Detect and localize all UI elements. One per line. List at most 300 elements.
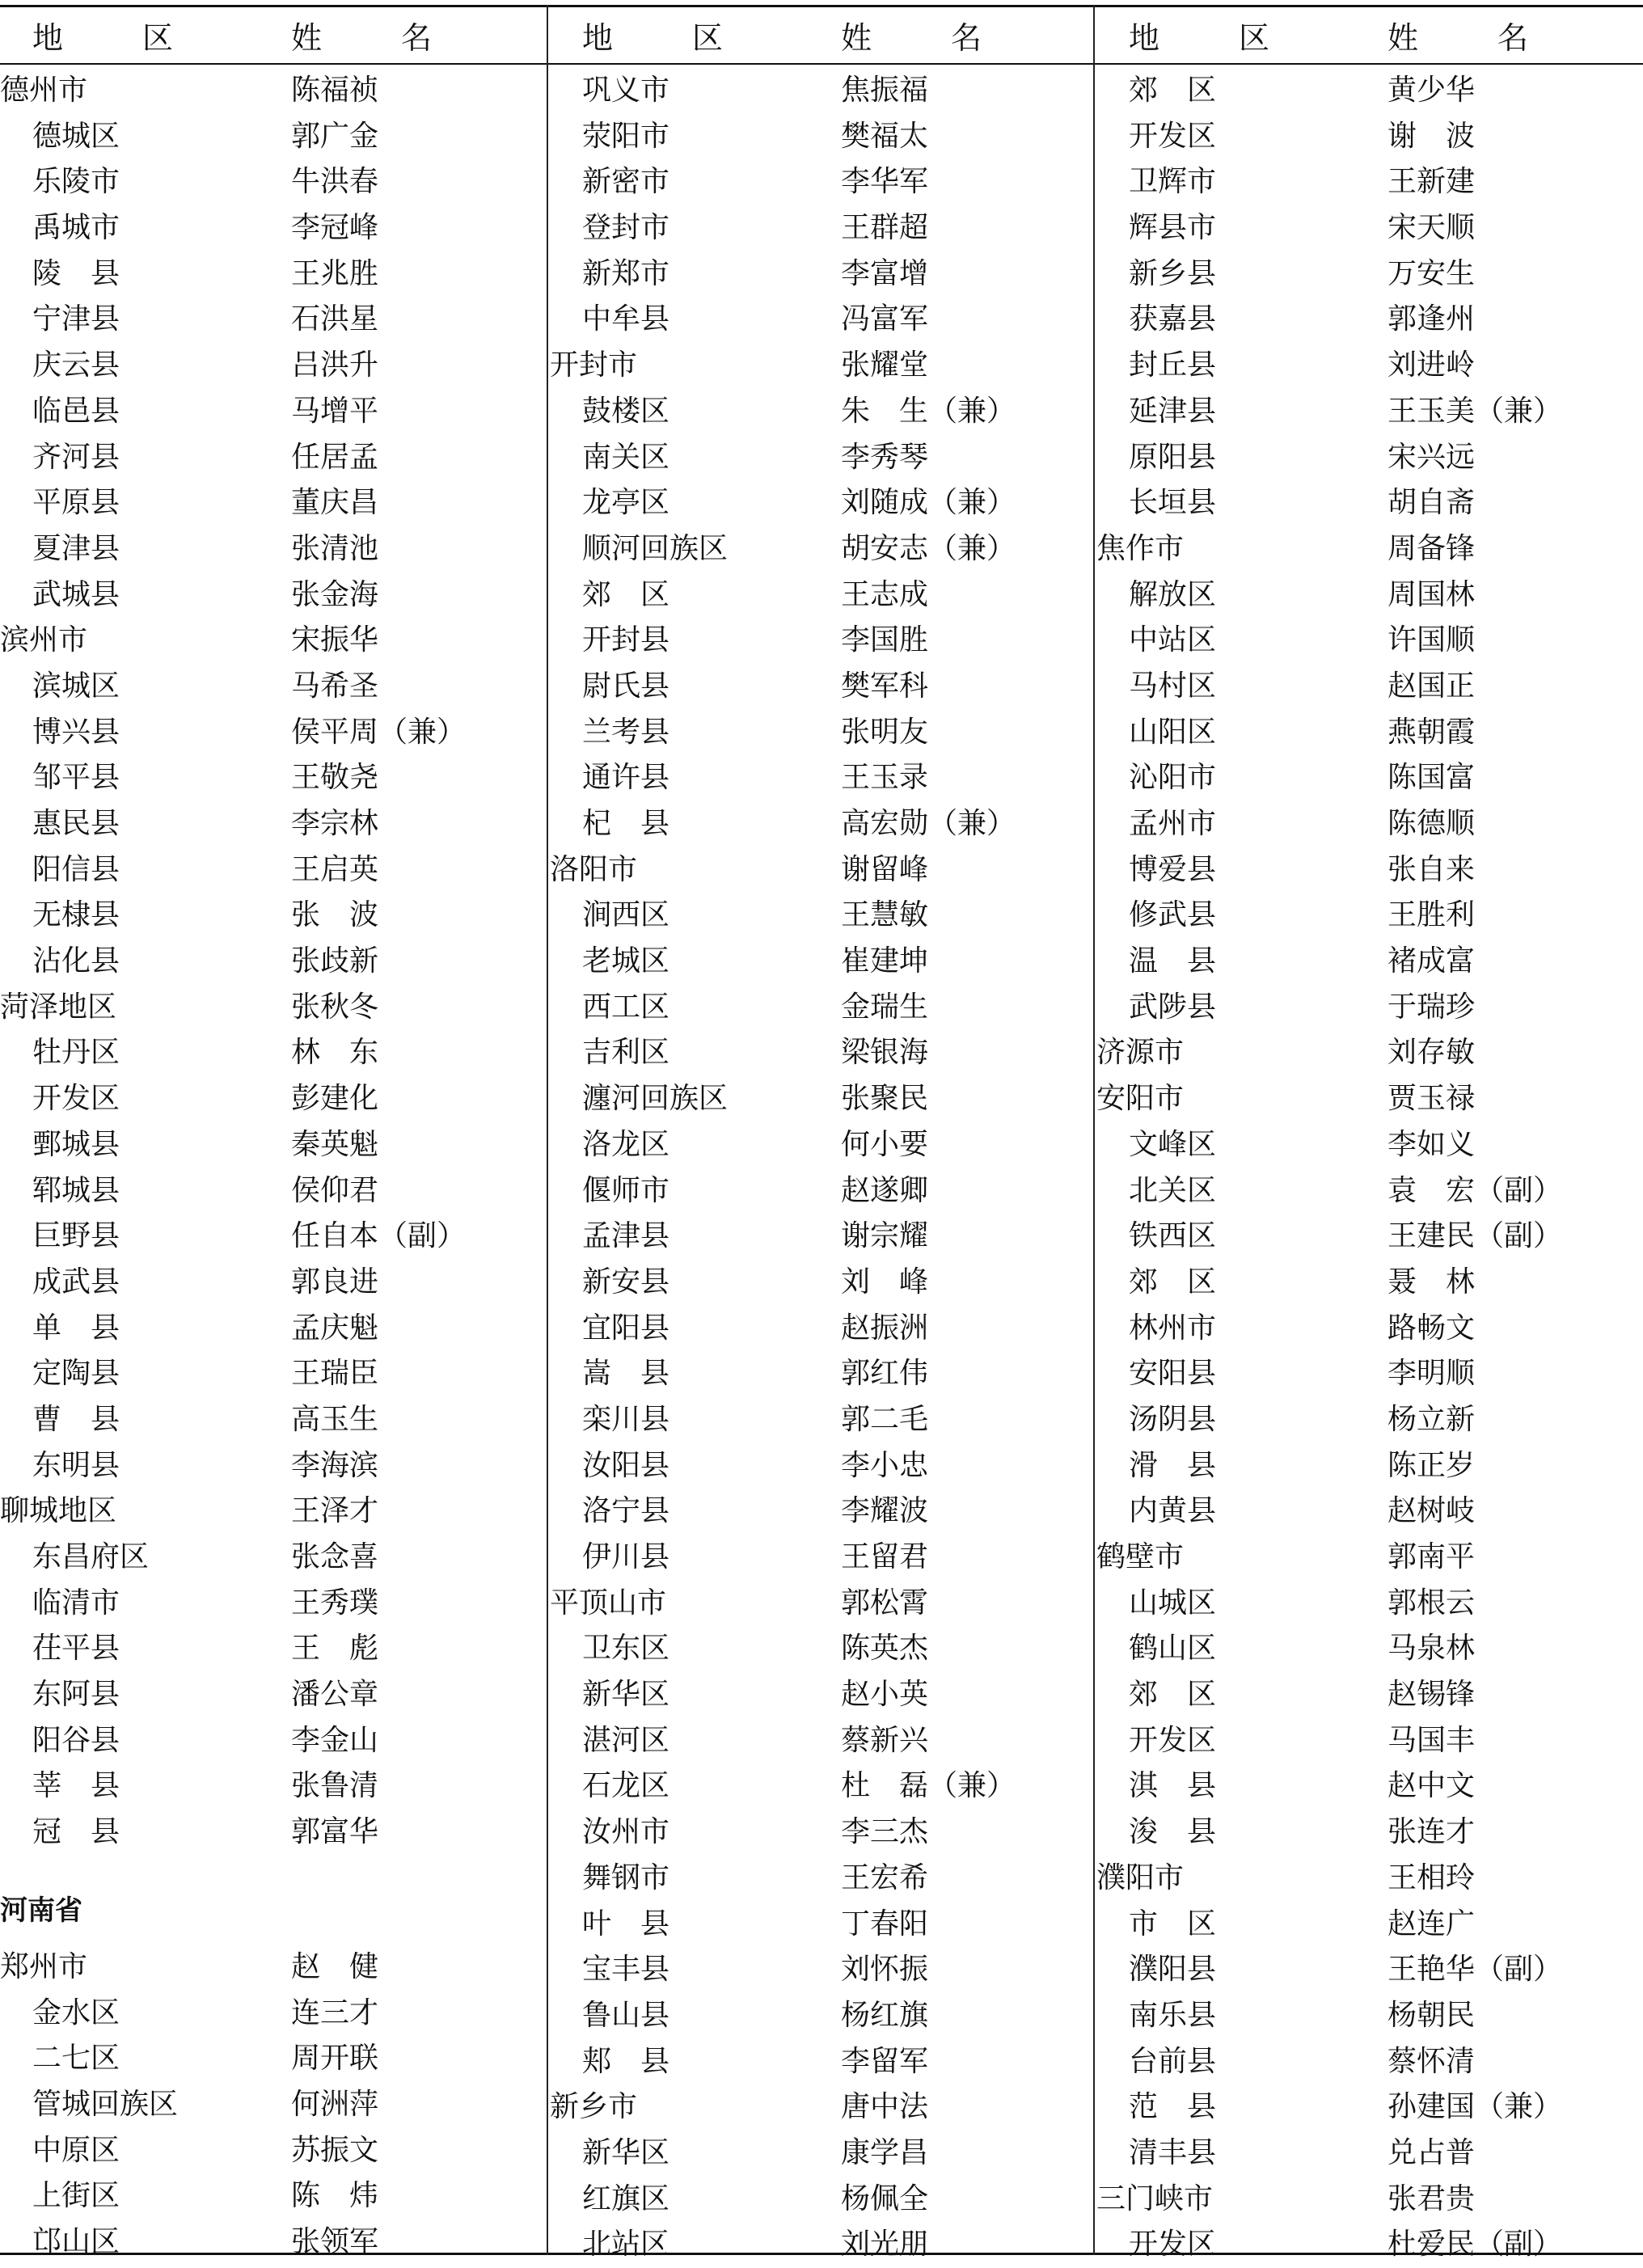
region-cell: 南关区 [582, 440, 670, 474]
region-cell: 曹 县 [32, 1402, 120, 1436]
name-cell: 赵 健 [291, 1949, 379, 1983]
region-cell: 开发区 [1129, 119, 1217, 153]
region-cell: 叶 县 [582, 1907, 670, 1941]
name-cell: 郭良进 [291, 1265, 379, 1299]
region-cell: 金水区 [32, 1996, 120, 2029]
region-cell: 河南省 [0, 1894, 82, 1927]
table-row [0, 526, 547, 572]
table-row [0, 1443, 547, 1489]
name-cell: 刘进岭 [1387, 348, 1476, 382]
name-cell: 赵振洲 [841, 1311, 929, 1345]
region-cell: 解放区 [1129, 577, 1217, 611]
header-region: 地 区 [32, 20, 198, 56]
table-row [0, 664, 547, 710]
name-cell: 金瑞生 [841, 990, 929, 1024]
table-row [1096, 801, 1643, 847]
name-cell: 何小要 [841, 1127, 929, 1161]
table-row [0, 1718, 547, 1764]
table-row [1096, 1443, 1643, 1489]
name-cell: 王宏希 [841, 1860, 929, 1894]
region-cell: 夏津县 [32, 531, 120, 565]
region-cell: 洛阳市 [550, 852, 638, 886]
name-cell: 樊福太 [841, 119, 929, 153]
region-cell: 定陶县 [32, 1357, 120, 1391]
table-row [0, 710, 547, 756]
region-cell: 孟津县 [582, 1219, 670, 1253]
region-cell: 滑 县 [1129, 1448, 1217, 1482]
table-row [0, 2082, 547, 2128]
table-row [0, 1991, 547, 2037]
table-row [550, 1351, 1096, 1397]
name-cell: 李三杰 [841, 1815, 929, 1849]
name-cell: 郭富华 [291, 1815, 379, 1849]
region-cell: 新密市 [582, 165, 670, 199]
name-cell: 谢宗耀 [841, 1219, 929, 1253]
name-cell: 唐中法 [841, 2090, 929, 2124]
region-cell: 嵩 县 [582, 1357, 670, 1391]
table-row [0, 68, 547, 114]
region-cell: 惠民县 [32, 807, 120, 840]
table-row [0, 1351, 547, 1397]
name-cell: 王秀璞 [291, 1586, 379, 1620]
table-row [1096, 1122, 1643, 1168]
region-cell: 原阳县 [1129, 440, 1217, 474]
table-row [0, 2128, 547, 2174]
table-row [1096, 2131, 1643, 2177]
table-row [0, 1306, 547, 1352]
table-row [1096, 2039, 1643, 2085]
region-cell: 山城区 [1129, 1586, 1217, 1620]
table-row [550, 1810, 1096, 1856]
table-row [0, 801, 547, 847]
region-cell: 邙山区 [32, 2224, 120, 2258]
name-cell: 吕洪升 [291, 348, 379, 382]
region-cell: 温 县 [1129, 944, 1217, 978]
table-row [1096, 1489, 1643, 1535]
table-row [550, 1718, 1096, 1764]
region-cell: 尉氏县 [582, 669, 670, 703]
name-cell: 杨朝民 [1387, 1998, 1476, 2032]
region-cell: 庆云县 [32, 348, 120, 382]
table-row [550, 1763, 1096, 1810]
region-cell: 荥阳市 [582, 119, 670, 153]
region-cell: 滨城区 [32, 669, 120, 703]
table-row [550, 801, 1096, 847]
table-row [550, 1443, 1096, 1489]
name-cell: 苏振文 [291, 2133, 379, 2167]
region-cell: 乐陵市 [32, 165, 120, 199]
region-cell: 濮阳县 [1129, 1953, 1217, 1987]
region-cell: 单 县 [32, 1311, 120, 1345]
table-row [550, 1306, 1096, 1352]
name-cell: 侯仰君 [291, 1173, 379, 1207]
table-row [1096, 710, 1643, 756]
region-cell: 林州市 [1129, 1311, 1217, 1345]
name-cell: 孟庆魁 [291, 1311, 379, 1345]
region-cell: 洛宁县 [582, 1494, 670, 1528]
region-cell: 浚 县 [1129, 1815, 1217, 1849]
region-cell: 卫东区 [582, 1632, 670, 1666]
region-cell: 禹城市 [32, 211, 120, 245]
table-row [1096, 755, 1643, 801]
table-row [0, 1626, 547, 1672]
table-row [550, 2039, 1096, 2085]
name-cell: 宋振华 [291, 623, 379, 657]
region-cell: 开发区 [1129, 2228, 1217, 2262]
region-cell: 偃师市 [582, 1173, 670, 1207]
table-row [1096, 1718, 1643, 1764]
name-cell: 石洪星 [291, 302, 379, 336]
table-row [550, 755, 1096, 801]
name-cell: 刘 峰 [841, 1265, 929, 1299]
header-region: 地 区 [1129, 20, 1295, 56]
region-cell: 开封县 [582, 623, 670, 657]
name-cell: 张自来 [1387, 852, 1476, 886]
name-cell: 兑占普 [1387, 2135, 1476, 2169]
table-row [1096, 1535, 1643, 1581]
region-cell: 牡丹区 [32, 1036, 120, 1070]
table-row [0, 297, 547, 343]
region-cell: 长垣县 [1129, 486, 1217, 520]
table-row [1096, 985, 1643, 1031]
table-row [1096, 114, 1643, 160]
region-cell: 宁津县 [32, 302, 120, 336]
region-cell: 孟州市 [1129, 807, 1217, 840]
region-cell: 登封市 [582, 211, 670, 245]
table-row [550, 1030, 1096, 1076]
table-row [550, 664, 1096, 710]
table-row [550, 2084, 1096, 2131]
table-row [1096, 572, 1643, 619]
region-cell: 辉县市 [1129, 211, 1217, 245]
name-cell: 刘光朋 [841, 2228, 929, 2262]
region-cell: 焦作市 [1096, 531, 1185, 565]
table-row [1096, 1902, 1643, 1948]
table-row [550, 435, 1096, 481]
table-row [1096, 205, 1643, 251]
table-column-2 [550, 0, 1096, 2262]
table-row [550, 297, 1096, 343]
table-row [550, 1902, 1096, 1948]
region-cell: 台前县 [1129, 2044, 1217, 2078]
name-cell: 张连才 [1387, 1815, 1476, 1849]
name-cell: 褚成富 [1387, 944, 1476, 978]
table-row [550, 1947, 1096, 1993]
table-row [0, 435, 547, 481]
name-cell: 陈 炜 [291, 2179, 379, 2213]
region-cell: 山阳区 [1129, 715, 1217, 749]
region-cell: 临清市 [32, 1586, 120, 1620]
table-row [550, 1168, 1096, 1214]
name-cell: 李富增 [841, 256, 929, 290]
region-cell: 涧西区 [582, 898, 670, 932]
region-cell: 郊 区 [1129, 1265, 1217, 1299]
name-cell: 胡自斋 [1387, 486, 1476, 520]
name-cell: 侯平周（兼） [291, 715, 467, 749]
table-row [0, 343, 547, 389]
name-cell: 连三才 [291, 1996, 379, 2029]
name-cell: 赵遂卿 [841, 1173, 929, 1207]
region-cell: 杞 县 [582, 807, 670, 840]
table-row [0, 618, 547, 664]
table-row [550, 1397, 1096, 1443]
name-cell: 丁春阳 [841, 1907, 929, 1941]
name-cell: 陈正岁 [1387, 1448, 1476, 1482]
name-cell: 王慧敏 [841, 898, 929, 932]
table-row [550, 1076, 1096, 1122]
name-cell: 刘存敏 [1387, 1036, 1476, 1070]
name-cell: 于瑞珍 [1387, 990, 1476, 1024]
table-row [1096, 1306, 1643, 1352]
region-cell: 中站区 [1129, 623, 1217, 657]
table-row [550, 939, 1096, 985]
name-cell: 赵树岐 [1387, 1494, 1476, 1528]
region-cell: 开发区 [32, 1082, 120, 1116]
table-row [550, 1214, 1096, 1260]
name-cell: 王胜利 [1387, 898, 1476, 932]
name-cell: 崔建坤 [841, 944, 929, 978]
table-row [550, 68, 1096, 114]
table-row [550, 2177, 1096, 2223]
name-cell: 王新建 [1387, 165, 1476, 199]
region-cell: 石龙区 [582, 1769, 670, 1803]
name-cell: 陈福祯 [291, 74, 379, 107]
rows-column-3 [1096, 68, 1643, 2268]
name-cell: 郭二毛 [841, 1402, 929, 1436]
region-cell: 聊城地区 [0, 1494, 117, 1528]
region-cell: 邹平县 [32, 761, 120, 795]
name-cell: 张聚民 [841, 1082, 929, 1116]
name-cell: 聂 林 [1387, 1265, 1476, 1299]
table-row [0, 1672, 547, 1718]
table-row [550, 389, 1096, 435]
name-cell: 陈德顺 [1387, 807, 1476, 840]
table-row [550, 847, 1096, 893]
name-cell: 王玉美（兼） [1387, 394, 1563, 428]
region-cell: 巨野县 [32, 1219, 120, 1253]
region-cell: 顺河回族区 [582, 531, 729, 565]
name-cell: 张鲁清 [291, 1769, 379, 1803]
region-cell: 平顶山市 [550, 1586, 667, 1620]
table-row [1096, 1030, 1643, 1076]
region-cell: 老城区 [582, 944, 670, 978]
name-cell: 蔡新兴 [841, 1723, 929, 1757]
table-row [1096, 1810, 1643, 1856]
table-row [0, 893, 547, 939]
region-cell: 兰考县 [582, 715, 670, 749]
name-cell: 李华军 [841, 165, 929, 199]
name-cell: 赵小英 [841, 1678, 929, 1712]
region-cell: 伊川县 [582, 1540, 670, 1573]
table-row [0, 1489, 547, 1535]
table-row [550, 572, 1096, 619]
region-cell: 安阳县 [1129, 1357, 1217, 1391]
table-row [550, 1260, 1096, 1306]
table-row [0, 939, 547, 985]
region-cell: 中原区 [32, 2133, 120, 2167]
region-cell: 开封市 [550, 348, 638, 382]
region-cell: 宜阳县 [582, 1311, 670, 1345]
region-cell: 吉利区 [582, 1036, 670, 1070]
name-cell: 刘怀振 [841, 1953, 929, 1987]
spacer [0, 1856, 547, 1877]
name-cell: 张清池 [291, 531, 379, 565]
region-cell: 新乡县 [1129, 256, 1217, 290]
name-cell: 郭松霄 [841, 1586, 929, 1620]
table-row [1096, 1397, 1643, 1443]
name-cell: 王建民（副） [1387, 1219, 1563, 1253]
region-cell: 修武县 [1129, 898, 1217, 932]
name-cell: 李耀波 [841, 1494, 929, 1528]
region-cell: 博爱县 [1129, 852, 1217, 886]
table-row [0, 389, 547, 435]
region-cell: 马村区 [1129, 669, 1217, 703]
name-cell: 李秀琴 [841, 440, 929, 474]
table-row [1096, 1856, 1643, 1902]
name-cell: 李小忠 [841, 1448, 929, 1482]
region-cell: 齐河县 [32, 440, 120, 474]
name-cell: 孙建国（兼） [1387, 2090, 1563, 2124]
region-cell: 临邑县 [32, 394, 120, 428]
name-cell: 郭广金 [291, 119, 379, 153]
region-cell: 上街区 [32, 2179, 120, 2213]
name-cell: 梁银海 [841, 1036, 929, 1070]
name-cell: 张明友 [841, 715, 929, 749]
table-row [550, 1535, 1096, 1581]
name-cell: 王志成 [841, 577, 929, 611]
region-cell: 郓城县 [32, 1173, 120, 1207]
region-cell: 莘 县 [32, 1769, 120, 1803]
table-row [550, 480, 1096, 526]
table-row [550, 251, 1096, 298]
table-row [0, 1810, 547, 1856]
name-cell: 马泉林 [1387, 1632, 1476, 1666]
name-cell: 李冠峰 [291, 211, 379, 245]
name-cell: 李海滨 [291, 1448, 379, 1482]
table-row [550, 1856, 1096, 1902]
name-cell: 张领军 [291, 2224, 379, 2258]
table-row [1096, 1076, 1643, 1122]
province-heading [0, 1877, 547, 1945]
region-cell: 陵 县 [32, 256, 120, 290]
region-cell: 博兴县 [32, 715, 120, 749]
rows-column-1 [0, 68, 547, 2266]
name-cell: 董庆昌 [291, 486, 379, 520]
name-cell: 李留军 [841, 2044, 929, 2078]
name-cell: 李宗林 [291, 807, 379, 840]
name-cell: 杜 磊（兼） [841, 1769, 1016, 1803]
name-cell: 秦英魁 [291, 1127, 379, 1161]
name-cell: 王兆胜 [291, 256, 379, 290]
name-cell: 周备锋 [1387, 531, 1476, 565]
region-cell: 鹤山区 [1129, 1632, 1217, 1666]
region-cell: 范 县 [1129, 2090, 1217, 2124]
table-row [0, 1030, 547, 1076]
table-row [550, 1672, 1096, 1718]
region-cell: 鄄城县 [32, 1127, 120, 1161]
region-cell: 济源市 [1096, 1036, 1185, 1070]
table-row [1096, 251, 1643, 298]
name-cell: 张君贵 [1387, 2181, 1476, 2215]
table-row [1096, 1168, 1643, 1214]
header-name: 姓 名 [1387, 20, 1553, 56]
table-row [550, 526, 1096, 572]
table-row [0, 251, 547, 298]
name-cell: 马增平 [291, 394, 379, 428]
table-row [550, 159, 1096, 205]
table-row [1096, 1672, 1643, 1718]
table-row [1096, 68, 1643, 114]
column-divider-1 [547, 5, 548, 2255]
table-row [0, 480, 547, 526]
table-row [550, 710, 1096, 756]
region-cell: 封丘县 [1129, 348, 1217, 382]
name-cell: 王 彪 [291, 1632, 379, 1666]
region-cell: 东明县 [32, 1448, 120, 1482]
name-cell: 任居孟 [291, 440, 379, 474]
table-row [0, 1076, 547, 1122]
region-cell: 沾化县 [32, 944, 120, 978]
table-row [0, 1122, 547, 1168]
region-cell: 鲁山县 [582, 1998, 670, 2032]
name-cell: 康学昌 [841, 2135, 929, 2169]
name-cell: 谢留峰 [841, 852, 929, 886]
region-cell: 鹤壁市 [1096, 1540, 1185, 1573]
table-row [0, 2219, 547, 2266]
region-cell: 中牟县 [582, 302, 670, 336]
region-cell: 获嘉县 [1129, 302, 1217, 336]
table-row [1096, 664, 1643, 710]
table-row [0, 1763, 547, 1810]
table-row [0, 1397, 547, 1443]
region-cell: 武城县 [32, 577, 120, 611]
name-cell: 何洲萍 [291, 2087, 379, 2121]
header-name: 姓 名 [841, 20, 1007, 56]
region-cell: 红旗区 [582, 2181, 670, 2215]
region-cell: 汝阳县 [582, 1448, 670, 1482]
name-cell: 张耀堂 [841, 348, 929, 382]
table-row [1096, 1626, 1643, 1672]
name-cell: 李明顺 [1387, 1357, 1476, 1391]
table-row [1096, 1214, 1643, 1260]
region-cell: 开发区 [1129, 1723, 1217, 1757]
table-row [550, 618, 1096, 664]
region-cell: 郊 区 [1129, 1678, 1217, 1712]
name-cell: 宋兴远 [1387, 440, 1476, 474]
table-row [1096, 1993, 1643, 2039]
table-row [0, 1168, 547, 1214]
region-cell: 郊 区 [582, 577, 670, 611]
header-name: 姓 名 [291, 20, 457, 56]
name-cell: 焦振福 [841, 74, 929, 107]
name-cell: 燕朝霞 [1387, 715, 1476, 749]
region-cell: 德州市 [0, 74, 88, 107]
table-row [0, 2173, 547, 2219]
region-cell: 南乐县 [1129, 1998, 1217, 2032]
name-cell: 贾玉禄 [1387, 1082, 1476, 1116]
table-row [550, 205, 1096, 251]
region-cell: 郊 区 [1129, 74, 1217, 107]
table-row [550, 343, 1096, 389]
table-row [1096, 847, 1643, 893]
name-cell: 杨立新 [1387, 1402, 1476, 1436]
name-cell: 路畅文 [1387, 1311, 1476, 1345]
name-cell: 潘公章 [291, 1678, 379, 1712]
table-row [550, 2222, 1096, 2268]
region-cell: 管城回族区 [32, 2087, 179, 2121]
region-cell: 新华区 [582, 2135, 670, 2169]
region-cell: 平原县 [32, 486, 120, 520]
